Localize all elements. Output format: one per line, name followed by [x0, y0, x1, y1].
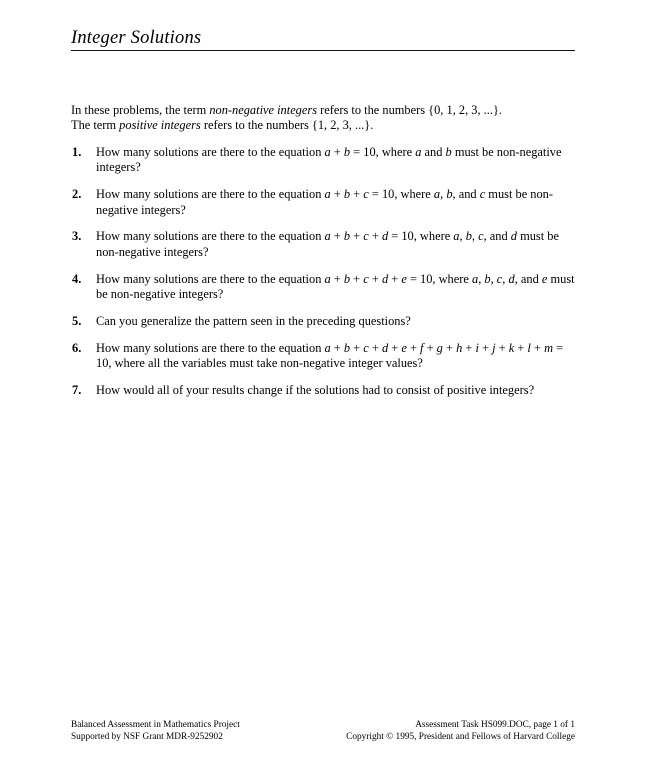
math-variable: c	[363, 271, 369, 286]
footer-task-id: Assessment Task HS099.DOC, page 1 of 1	[415, 720, 575, 730]
question-item	[71, 145, 575, 176]
math-variable: a	[324, 271, 331, 286]
title-block	[71, 27, 575, 51]
question-number: 2.	[72, 187, 82, 202]
question-text-segment: +	[423, 340, 437, 355]
question-text-segment: +	[330, 340, 344, 355]
question-text-segment: = 10, where	[368, 187, 434, 202]
math-variable: k	[508, 340, 515, 355]
math-variable: m	[544, 340, 554, 355]
question-text-segment: and	[421, 144, 446, 159]
math-variable: d	[381, 229, 389, 244]
question-list	[71, 145, 575, 399]
math-variable: b	[343, 229, 351, 244]
intro-line-1-text-b: refers to the numbers {0, 1, 2, 3, ...}.	[317, 103, 503, 117]
math-variable: c	[363, 340, 369, 355]
question-text-segment: ,	[440, 187, 447, 202]
question-text-segment: +	[495, 340, 509, 355]
intro-term-non-negative-integers: non-negative integers	[209, 103, 318, 117]
question-text-segment: ,	[471, 229, 479, 244]
question-text	[96, 145, 575, 176]
question-text-segment: must be non-negative integers?	[96, 229, 559, 259]
question-number: 4.	[72, 271, 82, 286]
question-text-segment: +	[388, 340, 402, 355]
question-text-segment: +	[368, 271, 382, 286]
question-text-segment: = 10, where	[350, 144, 416, 159]
math-variable: b	[343, 271, 351, 286]
math-variable: a	[433, 187, 441, 202]
question-text-segment: ,	[478, 271, 485, 286]
question-text-segment: ,	[490, 271, 497, 286]
question-text	[96, 341, 575, 372]
math-variable: b	[343, 187, 351, 202]
question-text-segment: , and	[483, 229, 511, 244]
question-number: 7.	[72, 383, 82, 398]
intro-line-2-text-b: refers to the numbers {1, 2, 3, ...}.	[200, 118, 374, 133]
question-text-segment: +	[462, 340, 476, 355]
question-number: 6.	[72, 340, 82, 355]
math-variable: b	[484, 271, 491, 286]
math-variable: i	[475, 340, 479, 355]
question-text-segment: +	[388, 271, 402, 286]
document-body	[71, 103, 575, 399]
math-variable: a	[324, 340, 331, 355]
footer-project-name: Balanced Assessment in Mathematics Project	[71, 720, 240, 730]
math-variable: l	[527, 340, 531, 355]
question-text-segment: How many solutions are there to the equation	[96, 229, 325, 244]
question-text	[96, 383, 575, 398]
math-variable: d	[510, 229, 517, 244]
math-variable: d	[381, 340, 389, 355]
question-number: 1.	[72, 144, 82, 159]
question-text-segment: must be non-negative integers?	[96, 187, 554, 217]
math-variable: b	[343, 144, 351, 159]
question-item	[71, 383, 575, 398]
math-variable: d	[381, 271, 389, 286]
footer-grant-info: Supported by NSF Grant MDR-9252902	[71, 732, 223, 743]
question-text-segment: How many solutions are there to the equation	[96, 187, 325, 202]
question-text-segment: must be non-negative integers?	[96, 144, 562, 175]
question-text-segment: +	[350, 340, 364, 355]
question-text-segment: , and	[514, 271, 542, 286]
question-text	[96, 229, 575, 260]
question-item	[71, 341, 575, 372]
question-item	[71, 272, 575, 303]
intro-term-positive-integers: positive integers	[119, 118, 201, 133]
math-variable: d	[508, 271, 515, 286]
question-text-segment: Can you generalize the pattern seen in the preceding questions?	[96, 314, 411, 329]
question-text-segment: = 10, where	[388, 229, 454, 244]
math-variable: a	[324, 229, 331, 244]
math-variable: a	[324, 144, 331, 159]
question-number: 5.	[72, 314, 82, 329]
math-variable: e	[401, 340, 407, 355]
math-variable: c	[478, 229, 484, 244]
math-variable: h	[456, 340, 463, 355]
math-variable: a	[324, 187, 331, 202]
math-variable: e	[541, 271, 548, 286]
math-variable: b	[465, 229, 472, 244]
question-text	[96, 314, 575, 329]
footer-right	[346, 719, 575, 743]
question-text-segment: +	[330, 229, 344, 244]
footer-row	[71, 719, 575, 743]
question-number: 3.	[72, 229, 82, 244]
math-variable: c	[496, 271, 503, 286]
question-text-segment: ,	[502, 271, 509, 286]
intro-line-1-text-a: In these problems, the term	[71, 103, 210, 117]
question-text-segment: +	[514, 340, 528, 355]
question-text-segment: +	[442, 340, 457, 355]
intro-line-1	[71, 103, 575, 118]
question-text-segment: +	[330, 144, 344, 159]
question-text-segment: ,	[459, 229, 466, 244]
page-footer	[71, 719, 575, 743]
question-text-segment: +	[368, 229, 382, 244]
question-text-segment: , and	[452, 187, 480, 202]
question-text-segment: +	[330, 187, 344, 202]
question-text-segment: +	[478, 340, 493, 355]
question-text-segment: +	[406, 340, 421, 355]
question-text-segment: How many solutions are there to the equation	[96, 340, 325, 355]
footer-left	[71, 719, 240, 743]
math-variable: c	[363, 229, 369, 244]
math-variable: b	[446, 187, 453, 202]
math-variable: a	[453, 229, 460, 244]
question-text-segment: = 10, where all the variables must take non-negative integer values?	[96, 340, 564, 371]
question-text-segment: +	[350, 187, 364, 202]
math-variable: b	[445, 144, 452, 159]
question-item	[71, 187, 575, 218]
title-underline-rule	[71, 50, 575, 51]
question-text-segment: +	[350, 229, 364, 244]
question-text-segment: +	[530, 340, 545, 355]
intro-paragraph	[71, 103, 575, 134]
math-variable: e	[401, 271, 407, 286]
question-text-segment: +	[330, 271, 344, 286]
math-variable: a	[415, 144, 422, 159]
math-variable: a	[471, 271, 479, 286]
question-text-segment: How would all of your results change if the solutions had to consist of positive integers?	[96, 383, 535, 398]
math-variable: g	[436, 340, 443, 355]
math-variable: c	[479, 187, 486, 202]
footer-copyright: Copyright © 1995, President and Fellows of Harvard College	[346, 732, 575, 743]
question-text-segment: How many solutions are there to the equation	[96, 144, 325, 159]
intro-line-2-text-a: The term	[71, 118, 120, 133]
intro-line-2	[71, 118, 575, 133]
question-text-segment: +	[368, 340, 382, 355]
question-text-segment: must be non-negative integers?	[96, 271, 575, 302]
question-text	[96, 187, 575, 218]
question-item	[71, 314, 575, 329]
math-variable: c	[363, 187, 369, 202]
question-text	[96, 272, 575, 303]
question-text-segment: How many solutions are there to the equation	[96, 271, 325, 286]
math-variable: f	[420, 340, 424, 355]
math-variable: b	[343, 340, 351, 355]
question-text-segment: +	[350, 271, 364, 286]
page-title: Integer Solutions	[71, 28, 202, 48]
math-variable: j	[492, 340, 496, 355]
question-item	[71, 229, 575, 260]
question-text-segment: = 10, where	[406, 271, 472, 286]
